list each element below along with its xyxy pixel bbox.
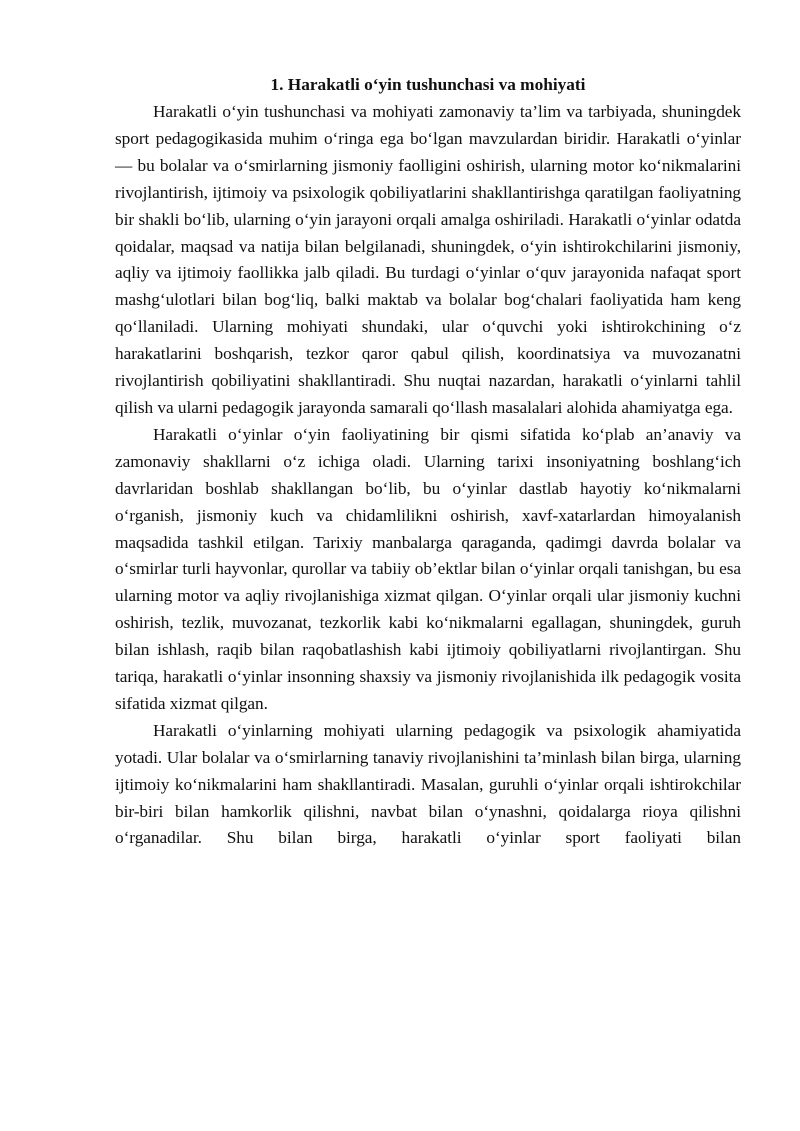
paragraph-1: Harakatli o‘yin tushunchasi va mohiyati zamonaviy ta’lim va tarbiyada, shuningdek sport pedagogikasida muhim o‘ringa ega bo‘lgan mavzulardan biridir. Harakatli o‘yinlar — bu bolalar va o‘smirlarning jismoniy faolligini oshirish, ularning motor ko‘nikmalarini rivojlantirish, ijtimoiy va psixologik qobiliyatlarini shakllantirishga qaratilgan faoliyatning bir shakli bo‘lib, ularning o‘yin jarayoni orqali amalga oshiriladi. Harakatli o‘yinlar odatda qoidalar, maqsad va natija bilan belgilanadi, shuningdek, o‘yin ishtirokchilarini jismoniy, aqliy va ijtimoiy faollikka jalb qiladi. Bu turdagi o‘yinlar o‘quv jarayonida nafaqat sport mashg‘ulotlari bilan bog‘liq, balki maktab va bolalar bog‘chalari faoliyatida ham keng qo‘llaniladi. Ularning mohiyati shundaki, ular o‘quvchi yoki ishtirokchining o‘z harakatlarini boshqarish, tezkor qaror qabul qilish, koordinatsiya va muvozanatni rivojlantirish qobiliyatini shakllantiradi. Shu nuqtai nazardan, harakatli o‘yinlarni tahlil qilish va ularni pedagogik jarayonda samarali qo‘llash masalalari alohida ahamiyatga ega. — [115, 102, 741, 417]
section-title: 1. Harakatli o‘yin tushunchasi va mohiyati — [270, 75, 586, 94]
paragraph-2: Harakatli o‘yinlar o‘yin faoliyatining bir qismi sifatida ko‘plab an’anaviy va zamonaviy shakllarni o‘z ichiga oladi. Ularning tarixi insoniyatning boshlang‘ich davrlaridan boshlab shakllangan bo‘lib, bu o‘yinlar dastlab hayotiy ko‘nikmalarni o‘rganish, jismoniy kuch va chidamlilikni oshirish, xavf-xatarlardan himoyalanish maqsadida tashkil etilgan. Tarixiy manbalarga qaraganda, qadimgi davrda bolalar va o‘smirlar turli hayvonlar, qurollar va tabiiy ob’ektlar bilan o‘yinlar orqali tanishgan, bu esa ularning motor va aqliy rivojlanishiga xizmat qilgan. O‘yinlar orqali ular jismoniy kuchni oshirish, tezlik, muvozanat, tezkorlik kabi ko‘nikmalarni egallagan, shuningdek, guruh bilan ishlash, raqib bilan raqobatlashish kabi ijtimoiy qobiliyatlarni rivojlantirgan. Shu tariqa, harakatli o‘yinlar insonning shaxsiy va jismoniy rivojlanishida ilk pedagogik vosita sifatida xizmat qilgan. — [115, 424, 741, 713]
document-page — [115, 72, 741, 852]
paragraph-3: Harakatli o‘yinlarning mohiyati ularning pedagogik va psixologik ahamiyatida yotadi. Ular bolalar va o‘smirlarning tanaviy rivojlanishini ta’minlash bilan birga, ularning ijtimoiy ko‘nikmalarini ham shakllantiradi. Masalan, guruhli o‘yinlar orqali ishtirokchilar bir-biri bilan hamkorlik qilishni, navbat bilan o‘ynashni, qoidalarga rioya qilishni o‘rganadilar. Shu bilan birga, harakatli o‘yinlar sport faoliyati bilan — [115, 720, 741, 848]
